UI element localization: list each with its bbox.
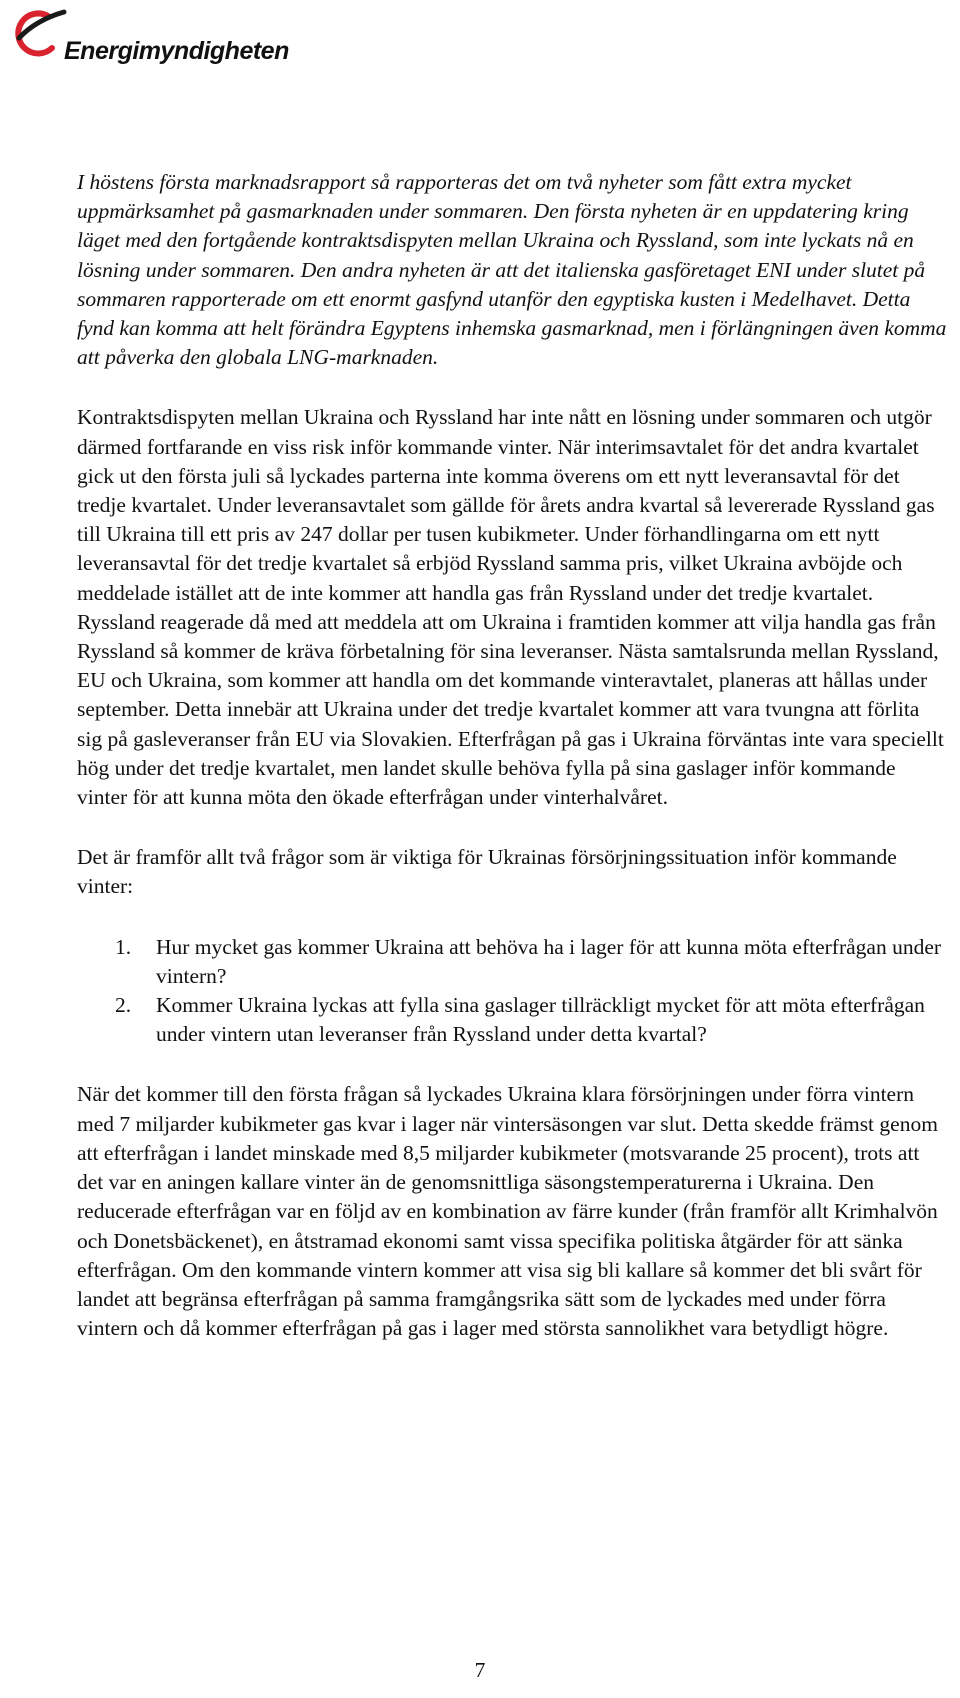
- energimyndigheten-logo-icon: [6, 4, 68, 66]
- brand-name: Energimyndigheten: [64, 37, 289, 65]
- questions-intro-paragraph: Det är framför allt två frågor som är viktiga för Ukrainas försörjningssituation inför kommande vinter:: [77, 845, 897, 899]
- page-number: 7: [474, 1658, 486, 1682]
- intro-paragraph: I höstens första marknadsrapport så rapporteras det om två nyheter som fått extra mycket uppmärksamhet på gasmarknaden under sommaren. Den första nyheten är en uppdatering kring läget med den fortgående kontraktsdispyten mellan Ukraina och Ryssland, som inte lyckats nå en lösning under sommaren. Den andra nyheten är att det italienska gasföretaget ENI under slutet på sommaren rapporterade om ett enormt gasfynd utanför den egyptiska kusten i Medelhavet. Detta fynd kan komma att helt förändra Egyptens inhemska gasmarknad, men i förlängningen även komma att påverka den globala LNG-marknaden.: [77, 170, 947, 370]
- question-item: [77, 991, 947, 1049]
- question-text: Kommer Ukraina lyckas att fylla sina gaslager tillräckligt mycket för att möta efterfrågan under vintern utan leveranser från Ryssland under detta kvartal?: [156, 993, 925, 1047]
- question-number: 2.: [115, 993, 132, 1018]
- contract-dispute-paragraph: Kontraktsdispyten mellan Ukraina och Ryssland har inte nått en lösning under sommaren och utgör därmed fortfarande en viss risk inför kommande vinter. När interimsavtalet för det andra kvartalet gick ut den första juli så lyckades parterna inte komma överens om ett nytt leveransavtal för det tredje kvartalet. Under leveransavtalet som gällde för årets andra kvartal så levererade Ryssland gas till Ukraina till ett pris av 247 dollar per tusen kubikmeter. Under förhandlingarna om ett nytt leveransavtal för det tredje kvartalet så erbjöd Ryssland samma pris, vilket Ukraina avböjde och meddelade istället att de inte kommer att handla gas från Ryssland under det tredje kvartalet. Ryssland reagerade då med att meddela att om Ukraina i framtiden kommer att vilja handla gas från Ryssland så kommer de kräva förbetalning för sina leveranser. Nästa samtalsrunda mellan Ryssland, EU och Ukraina, som kommer att handla om det kommande vinteravtalet, planeras att hållas under september. Detta innebär att Ukraina under det tredje kvartalet kommer att vara tvungna att förlita sig på gasleveranser från EU via Slovakien. Efterfrågan på gas i Ukraina förväntas inte vara speciellt hög under det tredje kvartalet, men landet skulle behöva fylla på sina gaslager inför kommande vinter för att kunna möta den ökade efterfrågan under vinterhalvåret.: [77, 405, 944, 810]
- energimyndigheten-logo: [6, 4, 289, 66]
- page-header: [0, 0, 960, 80]
- question-item: [77, 933, 947, 991]
- question-text: Hur mycket gas kommer Ukraina att behöva ha i lager för att kunna möta efterfrågan under vintern?: [156, 934, 942, 988]
- question-number: 1.: [115, 934, 132, 959]
- question-list: [77, 933, 947, 1050]
- winter-supply-paragraph: När det kommer till den första frågan så lyckades Ukraina klara försörjningen under förra vintern med 7 miljarder kubikmeter gas kvar i lager när vintersäsongen var slut. Detta skedde främst genom att efterfrågan i landet minskade med 8,5 miljarder kubikmeter (motsvarande 25 procent), trots att det var en aningen kallare vinter än de genomsnittliga säsongstemperaturerna i Ukraina. Den reducerade efterfrågan var en följd av en kombination av färre kunder (från framför allt Krimhalvön och Donetsbäckenet), en åtstramad ekonomi samt vissa specifika politiska åtgärder för att sänka efterfrågan. Om den kommande vintern kommer att visa sig bli kallare så kommer det bli svårt för landet att begränsa efterfrågan på samma framgångsrika sätt som de lyckades med under förra vintern och då kommer efterfrågan på gas i lager med största sannolikhet vara betydligt högre.: [77, 1082, 938, 1341]
- document-body: [77, 168, 947, 1374]
